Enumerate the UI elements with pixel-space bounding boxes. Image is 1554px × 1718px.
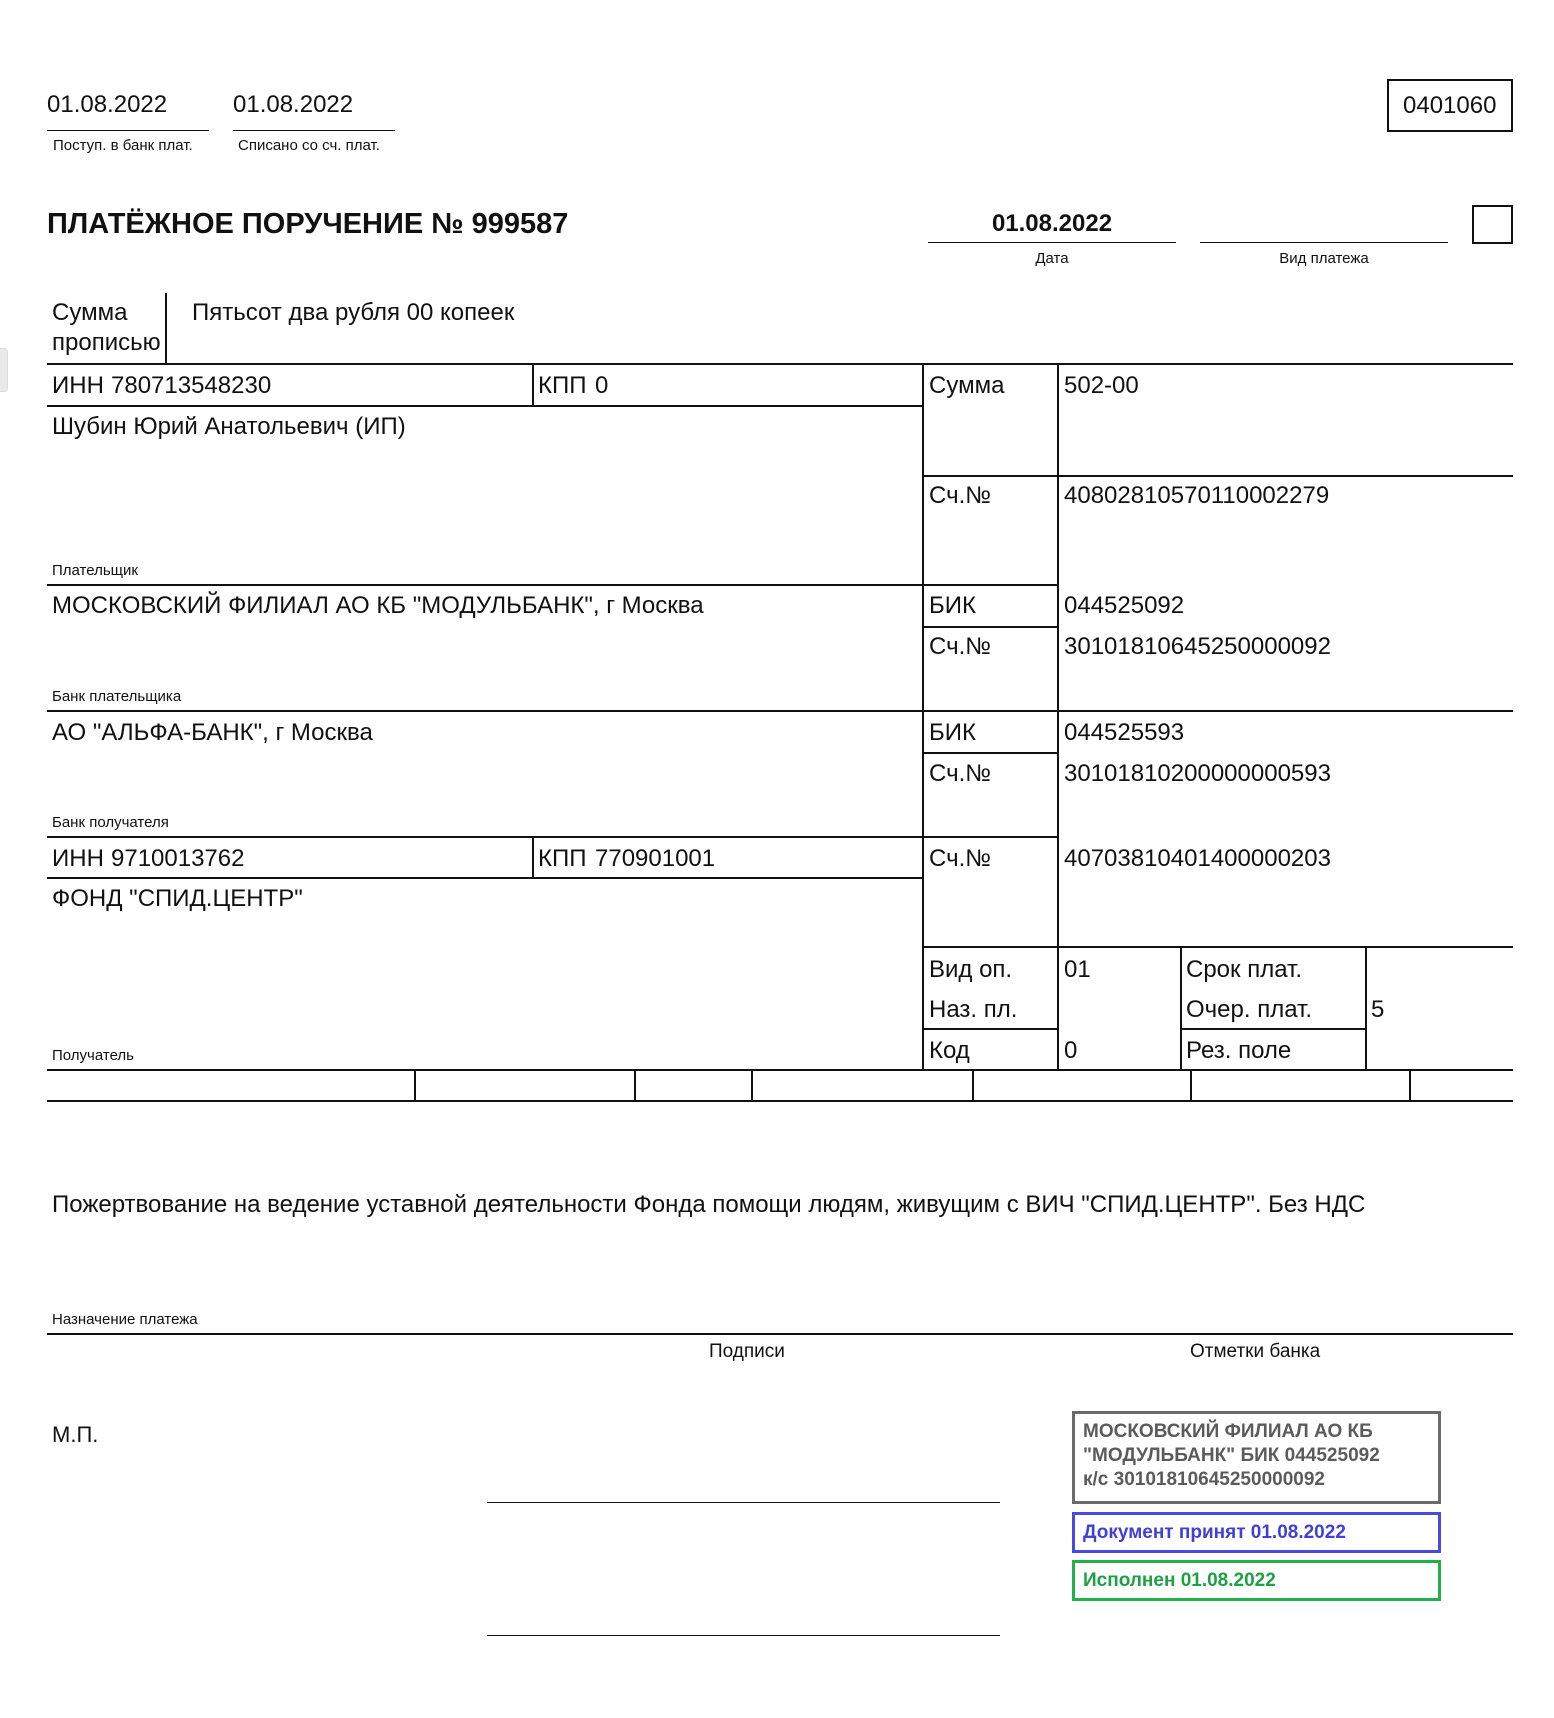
grid-line	[47, 1100, 1513, 1102]
amount-words-divider	[165, 293, 167, 363]
signature-line-1[interactable]	[487, 1502, 1000, 1503]
payer-bank-account: 30101810645250000092	[1064, 633, 1331, 660]
grid-line	[751, 1069, 753, 1100]
grid-line	[47, 405, 923, 407]
grid-line	[414, 1069, 416, 1100]
amount-words-label-line2: прописью	[52, 329, 161, 356]
payer-account-label: Сч.№	[929, 482, 991, 509]
document-date-underline	[928, 242, 1176, 243]
payment-type-label: Вид платежа	[1279, 250, 1369, 267]
bank-stamp	[1072, 1411, 1441, 1504]
grid-line	[922, 363, 924, 1069]
payer-kpp: 0	[595, 372, 609, 399]
executed-stamp	[1072, 1560, 1441, 1601]
date-received-value: 01.08.2022	[47, 91, 168, 118]
payer-bank-bik: 044525092	[1064, 592, 1185, 619]
payer-account: 40802810570110002279	[1064, 482, 1330, 509]
payer-bank-account-label: Сч.№	[929, 633, 991, 660]
payment-purpose-text: Пожертвование на ведение уставной деятельности Фонда помощи людям, живущим с ВИЧ "СПИД.ЦЕНТР". Без НДС	[52, 1191, 1366, 1218]
purpose-code-label: Наз. пл.	[929, 996, 1018, 1023]
bank-stamp-line1: МОСКОВСКИЙ ФИЛИАЛ АО КБ	[1083, 1421, 1373, 1442]
date-received-underline	[47, 130, 209, 131]
recipient-bank-bik: 044525593	[1064, 719, 1185, 746]
recipient-inn-label: ИНН	[52, 845, 104, 872]
bank-stamp-line3: к/с 30101810645250000092	[1083, 1469, 1325, 1490]
recipient-bank-bik-label: БИК	[929, 719, 976, 746]
date-debited-label: Списано со сч. плат.	[238, 137, 380, 154]
grid-line	[1057, 363, 1059, 1069]
grid-line	[922, 946, 1513, 948]
signature-line-2[interactable]	[487, 1635, 1000, 1636]
recipient-name: ФОНД "СПИД.ЦЕНТР"	[52, 885, 303, 912]
code-label: Код	[929, 1037, 970, 1064]
payer-bank-name: МОСКОВСКИЙ ФИЛИАЛ АО КБ "МОДУЛЬБАНК", г Москва	[52, 592, 704, 619]
document-accepted-stamp	[1072, 1512, 1441, 1553]
grid-line	[634, 1069, 636, 1100]
grid-line	[922, 475, 1513, 477]
recipient-bank-account: 30101810200000000593	[1064, 760, 1331, 787]
payment-type-underline	[1200, 242, 1448, 243]
reserve-field-label: Рез. поле	[1186, 1037, 1292, 1064]
recipient-bank-account-label: Сч.№	[929, 760, 991, 787]
recipient-inn: 9710013762	[111, 845, 245, 872]
grid-line	[532, 363, 534, 405]
date-received-label: Поступ. в банк плат.	[53, 137, 193, 154]
grid-line	[1365, 946, 1367, 1069]
grid-line	[47, 363, 1513, 365]
date-debited-underline	[233, 130, 395, 131]
recipient-bank-caption: Банк получателя	[52, 814, 169, 831]
recipient-account-label: Сч.№	[929, 845, 991, 872]
sum-label: Сумма	[929, 372, 1005, 399]
code-value: 0	[1064, 1037, 1078, 1064]
operation-type: 01	[1064, 956, 1091, 983]
grid-line	[47, 1069, 1513, 1071]
document-accepted-text: Документ принят 01.08.2022	[1083, 1522, 1346, 1543]
form-code: 0401060	[1403, 92, 1497, 119]
grid-line	[922, 1028, 1058, 1030]
amount-words-label-line1: Сумма	[52, 299, 128, 326]
executed-text: Исполнен 01.08.2022	[1083, 1570, 1276, 1591]
due-date-label: Срок плат.	[1186, 956, 1303, 983]
date-debited-value: 01.08.2022	[233, 91, 354, 118]
grid-line	[47, 584, 1058, 586]
recipient-account: 40703810401400000203	[1064, 845, 1331, 872]
payer-name: Шубин Юрий Анатольевич (ИП)	[52, 413, 406, 440]
grid-line	[922, 752, 1058, 754]
grid-line	[1180, 946, 1182, 1069]
payer-bank-bik-label: БИК	[929, 592, 976, 619]
priority-value: 5	[1371, 996, 1385, 1023]
side-panel-handle[interactable]	[0, 348, 8, 392]
sum-value: 502-00	[1064, 372, 1139, 399]
grid-line	[47, 836, 1058, 838]
payment-purpose-caption: Назначение платежа	[52, 1311, 198, 1328]
operation-type-label: Вид оп.	[929, 956, 1013, 983]
urgent-checkbox[interactable]	[1472, 205, 1513, 244]
amount-words-value: Пятьсот два рубля 00 копеек	[192, 299, 515, 326]
document-date-label: Дата	[1035, 250, 1069, 267]
payer-kpp-label: КПП	[538, 372, 587, 399]
bank-marks-label: Отметки банка	[1190, 1341, 1321, 1362]
grid-line	[47, 877, 923, 879]
grid-line	[922, 626, 1058, 628]
seal-label: М.П.	[52, 1422, 99, 1447]
grid-line	[972, 1069, 974, 1100]
payer-bank-caption: Банк плательщика	[52, 688, 182, 705]
recipient-kpp-label: КПП	[538, 845, 587, 872]
priority-label: Очер. плат.	[1186, 996, 1313, 1023]
payer-inn-label: ИНН	[52, 372, 104, 399]
recipient-bank-name: АО "АЛЬФА-БАНК", г Москва	[52, 719, 373, 746]
bank-stamp-line2: "МОДУЛЬБАНК" БИК 044525092	[1083, 1445, 1380, 1466]
recipient-caption: Получатель	[52, 1047, 134, 1064]
grid-line	[1409, 1069, 1411, 1100]
payer-caption: Плательщик	[52, 562, 138, 579]
document-date: 01.08.2022	[991, 210, 1113, 237]
purpose-underline	[47, 1333, 1513, 1335]
payer-inn: 780713548230	[111, 372, 272, 399]
signatures-label: Подписи	[709, 1341, 785, 1362]
grid-line	[532, 836, 534, 877]
document-title: ПЛАТЁЖНОЕ ПОРУЧЕНИЕ № 999587	[47, 208, 569, 240]
form-code-box	[1387, 79, 1513, 132]
grid-line	[1190, 1069, 1192, 1100]
grid-line	[1180, 1028, 1366, 1030]
grid-line	[47, 710, 1513, 712]
recipient-kpp: 770901001	[595, 845, 716, 872]
